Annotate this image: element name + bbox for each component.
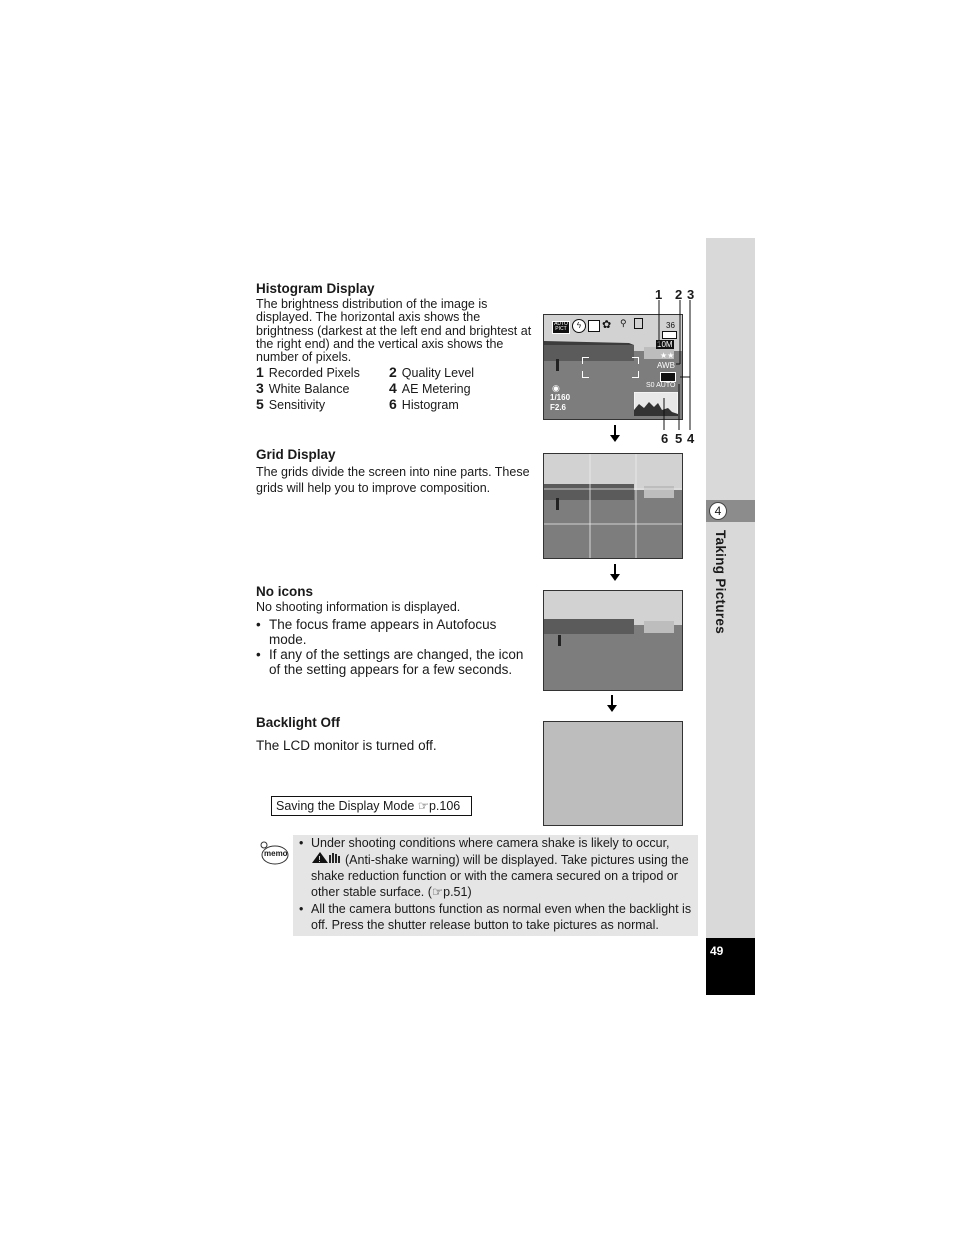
- shake-warning-icon: ◉: [552, 383, 560, 393]
- lcd-grid-screen: [543, 453, 683, 559]
- callout-leader-lines: [650, 298, 700, 434]
- backlight-description: The LCD monitor is turned off.: [256, 738, 437, 753]
- grid-scene: [544, 454, 682, 558]
- arrow-down-icon: [606, 695, 618, 713]
- list-item: • If any of the settings are changed, the icon of the setting appears for a few seconds.: [256, 647, 524, 677]
- pointing-hand-icon: ☞: [417, 799, 429, 813]
- lcd-backlight-off-screen: [543, 721, 683, 826]
- shots-remaining: 36: [666, 321, 675, 330]
- focus-frame-corner-tl: [582, 357, 589, 364]
- zoom-icon: ⚲: [620, 318, 627, 328]
- reference-text: Saving the Display Mode: [276, 799, 418, 813]
- callout-3: 3: [687, 287, 695, 302]
- memory-card-icon: [634, 318, 643, 329]
- list-item: • Under shooting conditions where camera shake is likely to occur, ! (Anti-shake warning) will be displayed. Take pictures using the shake reduction function or with the camera secured on a tripod or other stable surface. (☞p.51): [299, 836, 689, 899]
- noicons-description: No shooting information is displayed.: [256, 600, 461, 614]
- sensitivity-value: S0 AUTO: [646, 382, 676, 389]
- memo-icon: [259, 840, 287, 864]
- chapter-number: 4: [709, 502, 727, 520]
- legend-item-3: 3 White Balance: [256, 380, 350, 396]
- quality-level: ★★: [660, 351, 675, 360]
- anti-shake-warning-icon: [311, 851, 345, 868]
- reference-page: p.106: [428, 799, 461, 813]
- page-number-box: [706, 938, 755, 995]
- list-item: • All the camera buttons function as normal even when the backlight is off. Press the shutter release button to take pictures as normal.: [299, 902, 692, 932]
- callout-1: 1: [655, 287, 663, 302]
- drive-mode-icon: [588, 320, 600, 332]
- callout-2: 2: [675, 287, 683, 302]
- grid-heading: Grid Display: [256, 447, 336, 462]
- legend-item-4: 4 AE Metering: [389, 380, 471, 396]
- memo-bullet-list: [299, 835, 696, 933]
- legend-item-1: 1 Recorded Pixels: [256, 364, 360, 380]
- arrow-down-icon: [609, 564, 621, 582]
- macro-icon: ✿: [602, 319, 612, 331]
- flash-off-icon: ϟ: [572, 319, 586, 333]
- shutter-speed: 1/160: [550, 393, 571, 402]
- focus-frame-corner-bl: [582, 371, 589, 378]
- legend-item-2: 2 Quality Level: [389, 364, 475, 380]
- backlight-heading: Backlight Off: [256, 715, 341, 730]
- chapter-title: Taking Pictures: [713, 530, 728, 635]
- noicons-heading: No icons: [256, 584, 314, 599]
- pointing-hand-icon: ☞: [431, 885, 444, 899]
- page-number: 49: [710, 944, 724, 958]
- noicons-scene: [544, 591, 682, 690]
- histogram-heading: Histogram Display: [256, 281, 375, 296]
- histogram-description: The brightness distribution of the image is displayed. The horizontal axis shows the brightness (darkest at the left end and brightest at the right end) and the vertical axis shows the number of pixels.: [256, 297, 532, 365]
- focus-frame-corner-tr: [632, 357, 639, 364]
- reference-box: [271, 796, 472, 816]
- callout-4: 4: [687, 431, 695, 446]
- focus-frame-corner-br: [632, 371, 639, 378]
- grid-description: The grids divide the screen into nine parts. These grids will help you to improve composition.: [256, 465, 530, 495]
- callout-6: 6: [661, 431, 669, 446]
- aperture: F2.6: [550, 403, 567, 412]
- list-item: • The focus frame appears in Autofocus mode.: [256, 617, 497, 647]
- arrow-down-icon: [609, 425, 621, 443]
- white-balance: AWB: [657, 361, 675, 370]
- callout-5: 5: [675, 431, 683, 446]
- legend-item-6: 6 Histogram: [389, 396, 459, 412]
- memo-label: memo: [264, 849, 288, 858]
- svg-text:!: !: [318, 855, 322, 864]
- legend-item-5: 5 Sensitivity: [256, 396, 326, 412]
- lcd-noicons-screen: [543, 590, 683, 691]
- auto-picture-icon: AUTO PICT: [552, 321, 570, 334]
- noicons-bullet-list: [256, 617, 536, 677]
- recorded-pixels: 10M: [657, 340, 673, 349]
